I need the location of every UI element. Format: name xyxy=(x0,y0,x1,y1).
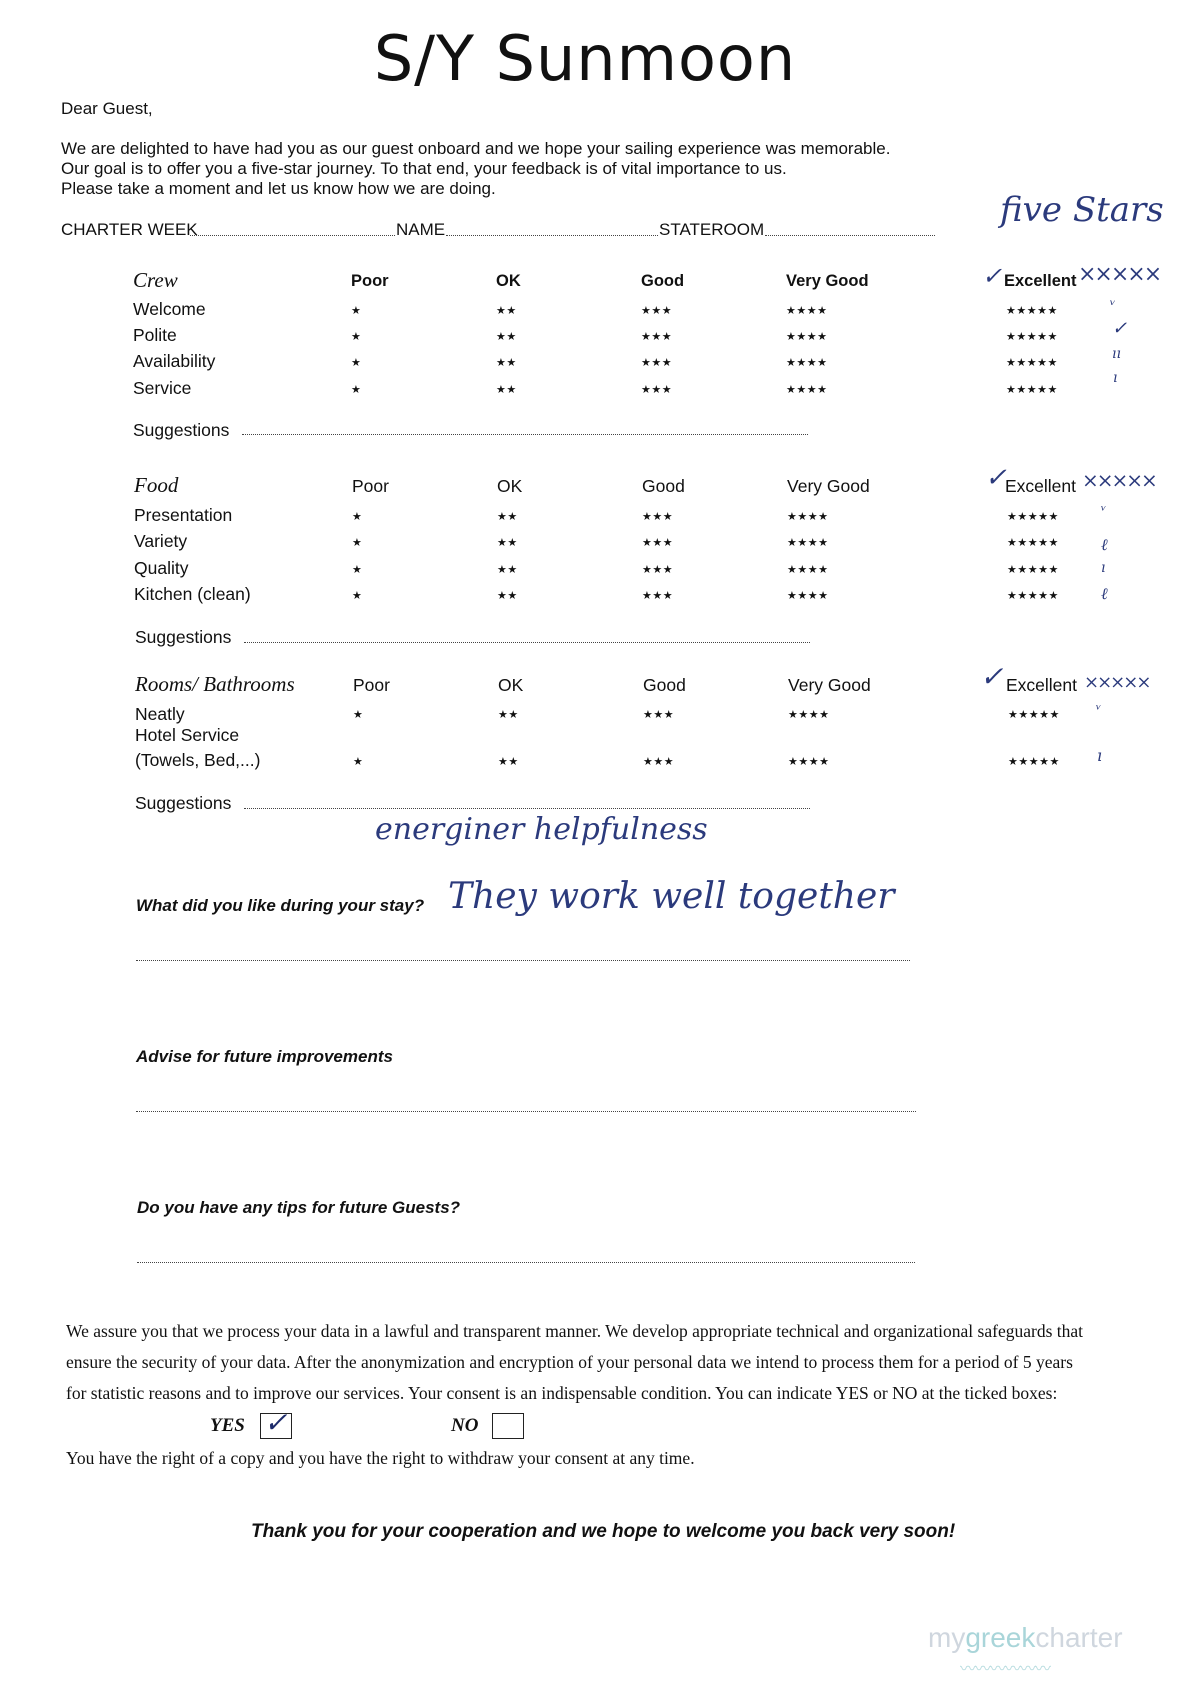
rooms-col-poor: Poor xyxy=(353,675,390,695)
check-mark-icon: ✓ xyxy=(982,262,1003,290)
check-mark-icon: ✓ xyxy=(985,463,1007,493)
crew-service-2star[interactable]: ★★ xyxy=(496,384,517,396)
food-col-ok: OK xyxy=(497,476,523,496)
food-col-poor: Poor xyxy=(352,476,389,496)
advise-answer-field[interactable] xyxy=(136,1111,916,1112)
rooms-hotel-service-5star[interactable]: ★★★★★ xyxy=(1008,756,1060,768)
rooms-col-excellent: Excellent xyxy=(1006,675,1078,695)
crew-item-availability: Availability xyxy=(133,351,216,371)
food-presentation-4star[interactable]: ★★★★ xyxy=(787,511,829,523)
question-liked: What did you like during your stay? xyxy=(136,896,425,915)
handwritten-five-stars: five Stars xyxy=(1000,190,1164,230)
check-mark-icon: ✓ xyxy=(980,660,1004,693)
yes-label: YES xyxy=(210,1415,245,1436)
closing-message: Thank you for your cooperation and we hope to welcome you back very soon! xyxy=(251,1521,956,1542)
crew-section-title: Crew xyxy=(133,268,178,292)
crew-welcome-4star[interactable]: ★★★★ xyxy=(786,305,828,317)
consent-no-checkbox[interactable] xyxy=(492,1413,524,1439)
rooms-hotel-service-2star[interactable]: ★★ xyxy=(498,756,519,768)
crew-item-welcome: Welcome xyxy=(133,299,206,319)
crew-polite-5star[interactable]: ★★★★★ xyxy=(1006,331,1058,343)
food-variety-2star[interactable]: ★★ xyxy=(497,537,518,549)
rooms-suggestions-field[interactable] xyxy=(244,808,810,809)
food-col-excellent: Excellent xyxy=(1005,476,1077,496)
crossed-stars-scribble: ××××× xyxy=(1078,262,1161,287)
crew-welcome-2star[interactable]: ★★ xyxy=(496,305,517,317)
food-suggestions-label: Suggestions xyxy=(135,627,232,647)
food-presentation-5star[interactable]: ★★★★★ xyxy=(1007,511,1059,523)
check-mark-icon: ✓ xyxy=(264,1406,288,1439)
rooms-item-towels-bed: (Towels, Bed,...) xyxy=(135,750,261,770)
handwritten-answer-line-1: energiner helpfulness xyxy=(375,812,708,847)
rooms-col-very-good: Very Good xyxy=(788,675,871,695)
crew-service-1star[interactable]: ★ xyxy=(351,384,362,396)
food-variety-1star[interactable]: ★ xyxy=(352,537,363,549)
food-presentation-3star[interactable]: ★★★ xyxy=(642,511,674,523)
consent-yes-checkbox[interactable] xyxy=(260,1406,292,1439)
food-section-title: Food xyxy=(134,473,179,497)
food-item-variety: Variety xyxy=(134,531,188,551)
food-kitchen-5star[interactable]: ★★★★★ xyxy=(1007,590,1059,602)
food-presentation-1star[interactable]: ★ xyxy=(352,511,363,523)
food-suggestions-field[interactable] xyxy=(244,642,810,643)
rooms-suggestions-label: Suggestions xyxy=(135,793,232,813)
watermark-wave-icon: 〰〰〰〰〰〰 xyxy=(960,1661,1051,1678)
crew-col-ok: OK xyxy=(496,272,521,290)
handwritten-tick: ✓ xyxy=(1112,318,1128,339)
intro-line-3: Please take a moment and let us know how we are doing. xyxy=(61,179,496,198)
crossed-stars-scribble: ××××× xyxy=(1082,468,1156,492)
crew-col-poor: Poor xyxy=(351,272,389,290)
watermark-logo xyxy=(928,1622,1123,1654)
tips-answer-field[interactable] xyxy=(137,1262,915,1263)
food-item-presentation: Presentation xyxy=(134,505,233,525)
food-quality-1star[interactable]: ★ xyxy=(352,564,363,576)
food-variety-4star[interactable]: ★★★★ xyxy=(787,537,829,549)
rooms-section-title: Rooms/ Bathrooms xyxy=(135,672,295,696)
crew-service-3star[interactable]: ★★★ xyxy=(641,384,673,396)
crew-polite-4star[interactable]: ★★★★ xyxy=(786,331,828,343)
food-col-very-good: Very Good xyxy=(787,476,870,496)
rooms-item-neatly: Neatly xyxy=(135,704,185,724)
handwritten-tick: ı xyxy=(1101,560,1106,576)
intro-line-1: We are delighted to have had you as our guest onboard and we hope your sailing experience was memorable. xyxy=(61,139,891,158)
charter-week-label: CHARTER WEEK xyxy=(61,220,198,239)
no-label: NO xyxy=(451,1415,479,1436)
crew-col-good: Good xyxy=(641,272,685,290)
crew-polite-1star[interactable]: ★ xyxy=(351,331,362,343)
rooms-item-hotel-service: Hotel Service xyxy=(135,725,240,745)
page-title: S/Y Sunmoon xyxy=(373,22,797,95)
food-item-kitchen: Kitchen (clean) xyxy=(134,584,251,604)
food-kitchen-3star[interactable]: ★★★ xyxy=(642,590,674,602)
rooms-hotel-service-4star[interactable]: ★★★★ xyxy=(788,756,830,768)
handwritten-tick: ı xyxy=(1097,746,1103,765)
food-variety-3star[interactable]: ★★★ xyxy=(642,537,674,549)
crew-welcome-1star[interactable]: ★ xyxy=(351,305,362,317)
watermark-prefix: my xyxy=(928,1622,966,1653)
food-kitchen-1star[interactable]: ★ xyxy=(352,590,363,602)
crew-availability-2star[interactable]: ★★ xyxy=(496,357,517,369)
rooms-neatly-2star[interactable]: ★★ xyxy=(498,709,519,721)
question-tips: Do you have any tips for future Guests? xyxy=(137,1198,461,1217)
food-quality-5star[interactable]: ★★★★★ xyxy=(1007,564,1059,576)
food-quality-3star[interactable]: ★★★ xyxy=(642,564,674,576)
legal-line-2: ensure the security of your data. After the anonymization and encryption of your personal data we intend to process them for a period of 5 years xyxy=(66,1352,1073,1372)
legal-line-3: for statistic reasons and to improve our services. Your consent is an indispensable condition. You can indicate YES or NO at the ticked boxes: xyxy=(66,1383,1058,1403)
question-advise: Advise for future improvements xyxy=(136,1047,393,1066)
crew-service-5star[interactable]: ★★★★★ xyxy=(1006,384,1058,396)
crew-item-service: Service xyxy=(133,378,192,398)
food-kitchen-4star[interactable]: ★★★★ xyxy=(787,590,829,602)
food-quality-2star[interactable]: ★★ xyxy=(497,564,518,576)
handwritten-tick: ı xyxy=(1113,370,1118,386)
food-quality-4star[interactable]: ★★★★ xyxy=(787,564,829,576)
food-col-good: Good xyxy=(642,476,685,496)
rooms-neatly-4star[interactable]: ★★★★ xyxy=(788,709,830,721)
crossed-stars-scribble: ××××× xyxy=(1084,672,1150,693)
rights-text: You have the right of a copy and you have the right to withdraw your consent at any time. xyxy=(66,1448,695,1468)
stateroom-label: STATEROOM xyxy=(659,220,765,239)
handwritten-tick: ℓ xyxy=(1101,584,1108,603)
crew-availability-1star[interactable]: ★ xyxy=(351,357,362,369)
crew-col-very-good: Very Good xyxy=(786,272,869,290)
rooms-col-good: Good xyxy=(643,675,686,695)
crew-suggestions-field[interactable] xyxy=(242,434,808,435)
handwritten-tick: ᵛ xyxy=(1096,702,1102,718)
handwritten-answer-line-2: They work well together xyxy=(448,876,895,917)
food-kitchen-2star[interactable]: ★★ xyxy=(497,590,518,602)
crew-polite-3star[interactable]: ★★★ xyxy=(641,331,673,343)
legal-line-1: We assure you that we process your data in a lawful and transparent manner. We develop appropriate technical and organizational safeguards that xyxy=(66,1321,1083,1341)
handwritten-tick: ıı xyxy=(1112,346,1121,362)
crew-service-4star[interactable]: ★★★★ xyxy=(786,384,828,396)
handwritten-tick: ᵛ xyxy=(1110,296,1116,314)
food-item-quality: Quality xyxy=(134,558,189,578)
rooms-col-ok: OK xyxy=(498,675,524,695)
crew-col-excellent: Excellent xyxy=(1004,272,1077,290)
crew-availability-5star[interactable]: ★★★★★ xyxy=(1006,357,1058,369)
rooms-hotel-service-3star[interactable]: ★★★ xyxy=(643,756,675,768)
food-presentation-2star[interactable]: ★★ xyxy=(497,511,518,523)
crew-item-polite: Polite xyxy=(133,325,177,345)
handwritten-tick: ℓ xyxy=(1101,535,1108,554)
handwritten-tick: ᵛ xyxy=(1101,503,1107,519)
crew-polite-2star[interactable]: ★★ xyxy=(496,331,517,343)
crew-welcome-3star[interactable]: ★★★ xyxy=(641,305,673,317)
rooms-neatly-1star[interactable]: ★ xyxy=(353,709,364,721)
crew-suggestions-label: Suggestions xyxy=(133,420,230,440)
rooms-hotel-service-1star[interactable]: ★ xyxy=(353,756,364,768)
liked-answer-field[interactable] xyxy=(136,960,910,961)
charter-week-field[interactable] xyxy=(190,235,395,236)
watermark-brand: greek xyxy=(965,1622,1036,1653)
watermark-suffix: charter xyxy=(1035,1622,1123,1653)
rooms-neatly-5star[interactable]: ★★★★★ xyxy=(1008,709,1060,721)
stateroom-field[interactable] xyxy=(765,235,935,236)
rooms-neatly-3star[interactable]: ★★★ xyxy=(643,709,675,721)
crew-availability-4star[interactable]: ★★★★ xyxy=(786,357,828,369)
greeting: Dear Guest, xyxy=(61,99,153,118)
food-variety-5star[interactable]: ★★★★★ xyxy=(1007,537,1059,549)
crew-availability-3star[interactable]: ★★★ xyxy=(641,357,673,369)
crew-welcome-5star[interactable]: ★★★★★ xyxy=(1006,305,1058,317)
name-field[interactable] xyxy=(446,235,658,236)
name-label: NAME xyxy=(396,220,446,239)
intro-line-2: Our goal is to offer you a five-star journey. To that end, your feedback is of vital importance to us. xyxy=(61,159,787,178)
